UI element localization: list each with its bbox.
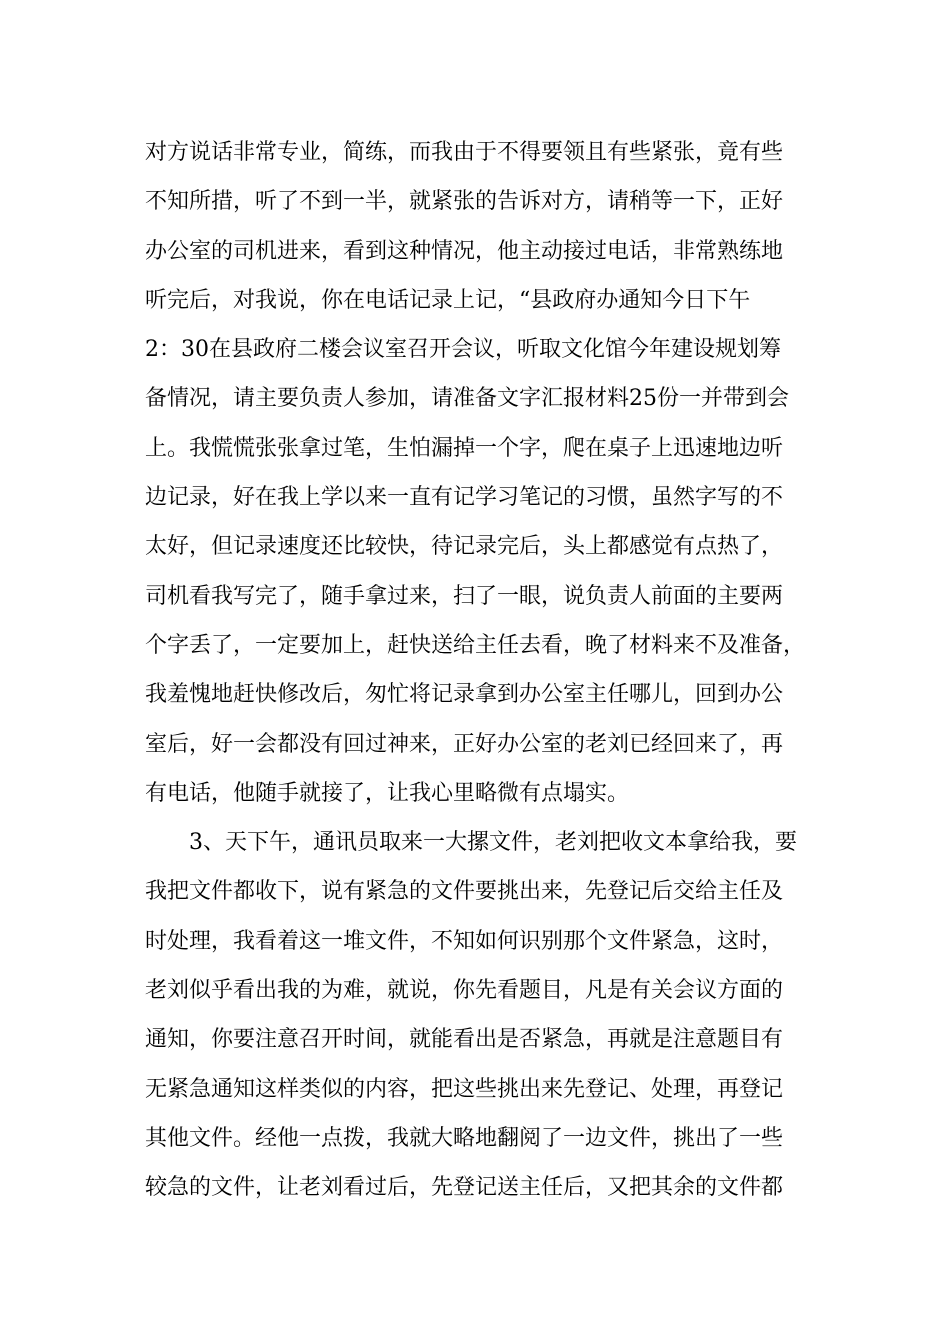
paragraph-1 bbox=[145, 128, 825, 818]
text-line: 太好，但记录速度还比较快，待记录完后，头上都感觉有点热了， bbox=[145, 534, 784, 560]
text-line: 个字丢了，一定要加上，赶快送给主任去看，晚了材料来不及准备， bbox=[145, 632, 806, 658]
text-line: 其他文件。经他一点拨，我就大略地翻阅了一边文件，挑出了一些 bbox=[145, 1125, 784, 1151]
text-line: 听完后，对我说，你在电话记录上记，“县政府办通知今日下午 bbox=[145, 287, 751, 313]
text-line: 时处理，我看着这一堆文件，不知如何识别那个文件紧急，这时， bbox=[145, 928, 784, 954]
text-line: 上。我慌慌张张拿过笔，生怕漏掉一个字，爬在桌子上迅速地边听 bbox=[145, 435, 784, 461]
text-line: 我把文件都收下，说有紧急的文件要挑出来，先登记后交给主任及 bbox=[145, 879, 784, 905]
text-line: 2：30在县政府二楼会议室召开会议，听取文化馆今年建设规划筹 bbox=[145, 337, 781, 363]
text-line: 不知所措，听了不到一半，就紧张的告诉对方，请稍等一下，正好 bbox=[145, 189, 784, 215]
paragraph-2 bbox=[145, 818, 825, 1212]
text-line: 对方说话非常专业，简练，而我由于不得要领且有些紧张，竟有些 bbox=[145, 140, 784, 165]
text-line: 较急的文件，让老刘看过后，先登记送主任后，又把其余的文件都 bbox=[145, 1175, 784, 1201]
text-line: 边记录，好在我上学以来一直有记学习笔记的习惯，虽然字写的不 bbox=[145, 485, 784, 511]
text-line: 室后，好一会都没有回过神来，正好办公室的老刘已经回来了，再 bbox=[145, 731, 784, 757]
text-line: 办公室的司机进来，看到这种情况，他主动接过电话，非常熟练地 bbox=[145, 238, 784, 264]
text-line: 无紧急通知这样类似的内容，把这些挑出来先登记、处理，再登记 bbox=[145, 1076, 784, 1102]
text-line: 备情况，请主要负责人参加，请准备文字汇报材料25份一并带到会 bbox=[145, 386, 789, 412]
text-line: 司机看我写完了，随手拿过来，扫了一眼，说负责人前面的主要两 bbox=[145, 583, 784, 609]
text-line: 我羞愧地赶快修改后，匆忙将记录拿到办公室主任哪儿，回到办公 bbox=[145, 682, 784, 708]
document-body bbox=[145, 128, 825, 1213]
text-line: 老刘似乎看出我的为难，就说，你先看题目，凡是有关会议方面的 bbox=[145, 978, 784, 1004]
text-line: 通知，你要注意召开时间，就能看出是否紧急，再就是注意题目有 bbox=[145, 1027, 784, 1053]
text-line-indented: 3、天下午，通讯员取来一大摞文件，老刘把收文本拿给我，要 bbox=[189, 830, 797, 856]
text-line: 有电话，他随手就接了，让我心里略微有点塌实。 bbox=[145, 780, 630, 806]
